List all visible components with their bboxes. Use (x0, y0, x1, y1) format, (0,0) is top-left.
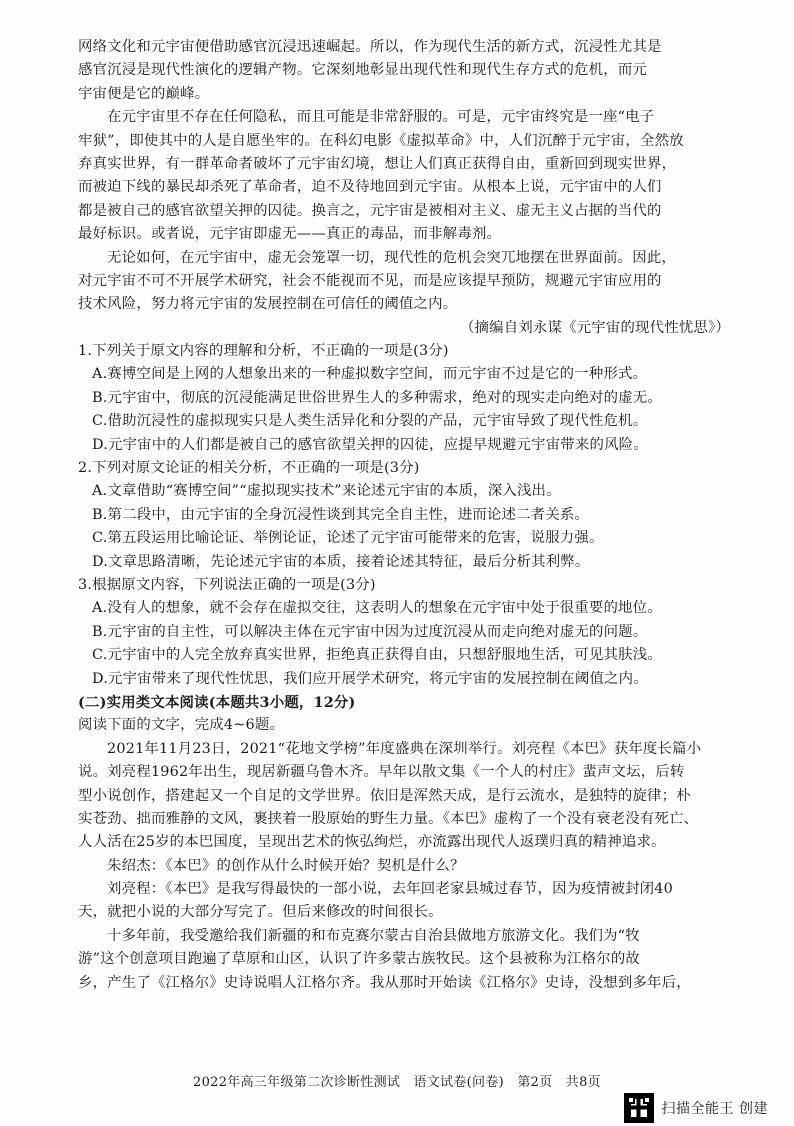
text-line: 无论如何，在元宇宙中，虚无会笼罩一切，现代性的危机会突兀地摆在世界面前。因此， (107, 249, 677, 266)
text-line: D.文章思路清晰，先论述元宇宙的本质，接着论述其特征，最后分析其利弊。 (92, 553, 590, 570)
text-line: 天，就把小说的大部分写完了。但后来修改的时间很长。 (78, 904, 443, 921)
text-line: 在元宇宙里不存在任何隐私，而且可能是非常舒服的。可是，元宇宙终究是一座“电子 (107, 109, 655, 126)
text-line: 型小说创作，搭建起又一个自足的文学世界。依旧是浑然天成，是行云流水，是独特的旋律；朴 (78, 787, 691, 804)
text-line: 宇宙便是它的巅峰。 (78, 85, 210, 102)
text-line: 2021年11月23日，2021“花地文学榜”年度盛典在深圳举行。刘亮程《本巴》获年度长篇小 (107, 740, 702, 757)
text-line: 阅读下面的文字，完成4~6题。 (78, 717, 285, 734)
text-line: （摘编自刘永谋《元宇宙的现代性忧思》） (459, 319, 730, 336)
text-line: B.元宇宙中，彻底的沉浸能满足世俗世界生人的多种需求，绝对的现实走向绝对的虚无。 (92, 389, 662, 406)
text-line: C.第五段运用比喻论证、举例论证，论述了元宇宙可能带来的危害，说服力强。 (92, 530, 604, 547)
text-line: 实苍劲、拙而雅静的文风，裹挟着一股原始的野生力量。《本巴》虚构了一个没有衰老没有死亡、 (78, 810, 699, 827)
text-line: 朱绍杰：《本巴》的创作从什么时候开始？契机是什么？ (107, 857, 465, 874)
scanner-watermark (624, 1090, 768, 1126)
text-line: 感官沉浸是现代性演化的逻辑产物。它深刻地彰显出现代性和现代生存方式的危机，而元 (78, 62, 648, 79)
text-line: 十多年前，我受邀给我们新疆的和布克赛尔蒙古自治县做地方旅游文化。我们为“牧 (107, 927, 640, 944)
text-line: 网络文化和元宇宙便借助感官沉浸迅速崛起。所以，作为现代生活的新方式，沉浸性尤其是 (78, 39, 662, 55)
page-footer: 2022年高三年级第二次诊断性测试 语文试卷(问卷) 第2页 共8页 (193, 1075, 601, 1090)
text-line: 而被迫下线的暴民却杀死了革命者，迫不及待地回到元宇宙。从根本上说，元宇宙中的人们 (78, 179, 662, 196)
text-line: B.元宇宙的自主性，可以解决主体在元宇宙中因为过度沉浸从而走向绝对虚无的问题。 (92, 623, 648, 640)
text-line: 3.根据原文内容，下列说法正确的一项是(3分) (78, 576, 376, 593)
text-line: C.借助沉浸性的虚拟现实只是人类生活异化和分裂的产品，元宇宙导致了现代性危机。 (92, 413, 648, 430)
text-line: 说。刘亮程1962年出生，现居新疆乌鲁木齐。早年以散文集《一个人的村庄》蜚声文坛，后转 (78, 764, 685, 781)
watermark-text: 扫描全能王 创建 (661, 1101, 768, 1117)
text-line: 技术风险，努力将元宇宙的发展控制在可信任的阈值之内。 (78, 296, 458, 313)
qr-code-icon (624, 1093, 654, 1123)
text-line: 游”这个创意项目跑遍了草原和山区，认识了许多蒙古族牧民。这个县被称为江格尔的故 (78, 951, 641, 968)
text-line: 2.下列对原文论证的相关分析，不正确的一项是(3分) (78, 460, 420, 477)
text-line: A.没有人的想象，就不会存在虚拟交往，这表明人的想象在元宇宙中处于很重要的地位。 (92, 600, 662, 617)
text-line: A.赛博空间是上网的人想象出来的一种虚拟数字空间，而元宇宙不过是它的一种形式。 (92, 366, 648, 383)
text-line: A.文章借助“赛博空间”“虚拟现实技术”来论述元宇宙的本质，深入浅出。 (92, 483, 561, 500)
text-line: (二)实用类文本阅读(本题共3小题，12分) (78, 693, 356, 711)
text-line: 对元宇宙不可不开展学术研究，社会不能视而不见，而是应该提早预防，规避元宇宙应用的 (78, 272, 662, 289)
text-line: B.第二段中，由元宇宙的全身沉浸性谈到其完全自主性，进而论述二者关系。 (92, 506, 590, 523)
text-line: D.元宇宙带来了现代性忧思，我们应开展学术研究，将元宇宙的发展控制在阈值之内。 (92, 670, 648, 687)
text-line: 1.下列关于原文内容的理解和分析，不正确的一项是(3分) (78, 343, 449, 360)
text-line: 牢狱”，即使其中的人是自愿坐牢的。在科幻电影《虚拟革命》中，人们沉醉于元宇宙，全然放 (78, 132, 684, 149)
text-line: 乡，产生了《江格尔》史诗说唱人江格尔齐。我从那时开始读《江格尔》史诗，没想到多年后， (78, 974, 691, 991)
text-line: 都是被自己的感官欲望关押的囚徒。换言之，元宇宙是被相对主义、虚无主义占据的当代的 (78, 202, 662, 219)
text-line: 刘亮程：《本巴》是我写得最快的一部小说，去年回老家县城过春节，因为疫情被封闭40 (107, 881, 673, 898)
text-line: D.元宇宙中的人们都是被自己的感官欲望关押的囚徒，应提早规避元宇宙带来的风险。 (92, 436, 648, 453)
text-line: C.元宇宙中的人完全放弃真实世界，拒绝真正获得自由，只想舒服地生活，可见其肤浅。 (92, 647, 662, 664)
text-line: 人人活在25岁的本巴国度，呈现出艺术的恢弘绚烂，亦流露出现代人返璞归真的精神追求。 (78, 834, 666, 851)
text-line: 最好标识。或者说，元宇宙即虚无——真正的毒品，而非解毒剂。 (78, 226, 502, 243)
page-body (78, 36, 730, 995)
text-line: 弃真实世界，有一群革命者破坏了元宇宙幻境，想让人们真正获得自由，重新回到现实世界， (78, 155, 677, 172)
